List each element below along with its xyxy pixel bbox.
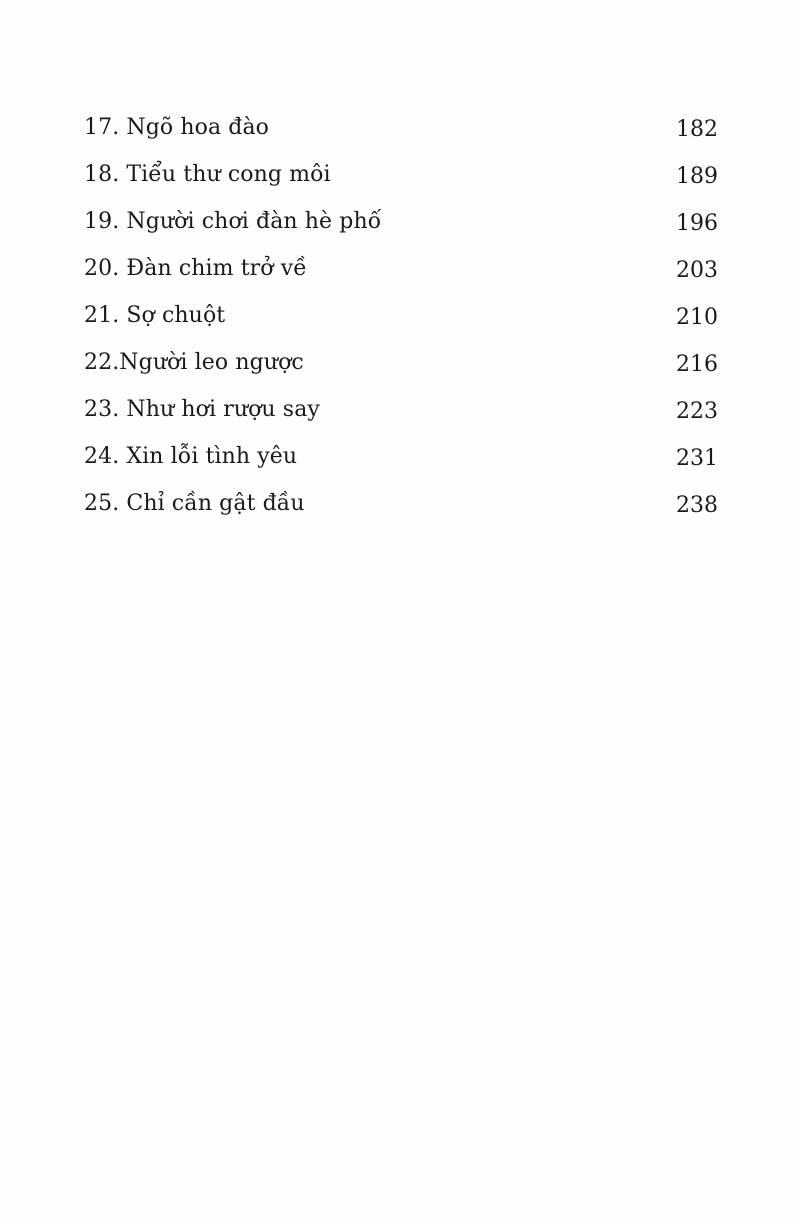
table-of-contents — [84, 108, 720, 531]
toc-entry — [84, 296, 720, 343]
toc-entry — [84, 155, 720, 202]
toc-entry-title: 25. Chỉ cần gật đầu — [84, 491, 305, 516]
toc-entry-page-number: 238 — [676, 493, 718, 518]
toc-entry — [84, 437, 720, 484]
toc-entry-page-number: 216 — [676, 352, 718, 377]
toc-entry — [84, 484, 720, 531]
toc-entry-title: 23. Như hơi rượu say — [84, 397, 320, 422]
toc-entry — [84, 249, 720, 296]
toc-entry-page-number: 196 — [676, 211, 718, 236]
toc-entry-page-number: 189 — [676, 164, 718, 189]
toc-entry-title: 21. Sợ chuột — [84, 303, 226, 328]
toc-entry — [84, 390, 720, 437]
toc-entry-title: 24. Xin lỗi tình yêu — [84, 444, 298, 469]
toc-entry-title: 19. Người chơi đàn hè phố — [84, 209, 382, 234]
toc-entry-title: 20. Đàn chim trở về — [84, 256, 307, 281]
toc-entry-page-number: 210 — [676, 305, 718, 330]
toc-entry-title: 22.Người leo ngược — [84, 350, 304, 375]
toc-entry — [84, 202, 720, 249]
toc-entry-page-number: 182 — [676, 117, 718, 142]
toc-entry — [84, 343, 720, 390]
toc-entry-page-number: 203 — [676, 258, 718, 283]
toc-entry-title: 17. Ngõ hoa đào — [84, 115, 270, 140]
toc-entry-page-number: 231 — [676, 446, 718, 471]
toc-entry — [84, 108, 720, 155]
toc-entry-title: 18. Tiểu thư cong môi — [84, 162, 331, 187]
toc-entry-page-number: 223 — [676, 399, 718, 424]
